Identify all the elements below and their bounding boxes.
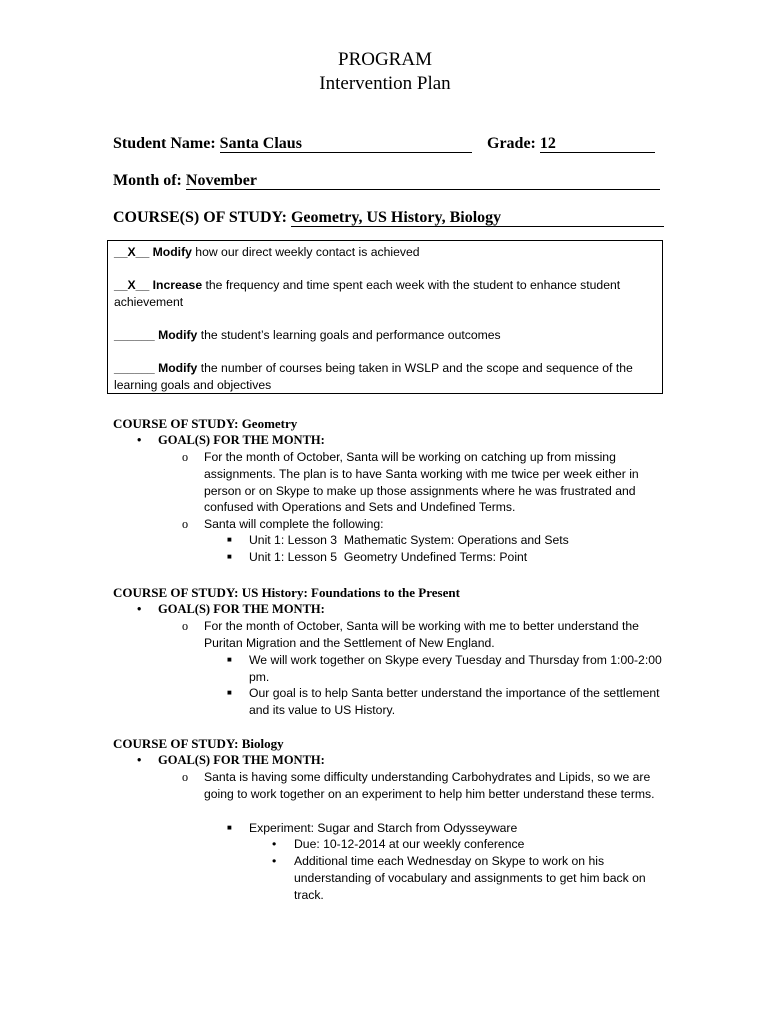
modification-item (114, 327, 654, 344)
bullet-icon: • (272, 837, 277, 851)
modification-item (114, 360, 654, 394)
modification-keyword: Modify (152, 245, 192, 259)
circle-bullet-icon: o (182, 770, 189, 784)
month-label: Month of: (113, 172, 182, 189)
circle-bullet-icon: o (182, 450, 189, 464)
list-subitem-text: Unit 1: Lesson 5 Geometry Undefined Terms: Point (249, 550, 528, 564)
modification-text: how our direct weekly contact is achieved (195, 245, 420, 259)
month-value: November (186, 173, 660, 190)
modification-mark: __X__ (114, 245, 150, 259)
circle-bullet-icon: o (182, 517, 189, 531)
modification-item (114, 277, 654, 311)
grade-value: 12 (540, 136, 655, 153)
goal-heading (137, 432, 325, 449)
goal-label: GOAL(S) FOR THE MONTH: (158, 602, 325, 616)
list-item-text: For the month of October, Santa will be working on catching up from missing assignments. The plan is to have Santa working with me twice per week either in person or on Skype to make up those assignments where he was frustrated and confused with Operations and Sets and Undefined Terms. (204, 450, 639, 515)
goal-label: GOAL(S) FOR THE MONTH: (158, 433, 325, 447)
goal-heading (137, 601, 325, 618)
section-heading: COURSE OF STUDY: Biology (113, 736, 284, 751)
list-subitem-text: We will work together on Skype every Tuesday and Thursday from 1:00-2:00 pm. (249, 653, 662, 684)
modifications-box (107, 240, 663, 394)
bullet-icon: • (137, 602, 142, 616)
square-bullet-icon: ■ (227, 823, 232, 832)
list-subitem-text: Our goal is to help Santa better understand the importance of the settlement and its value to US History. (249, 686, 660, 717)
grade-row (487, 134, 655, 154)
modification-mark: __X__ (114, 278, 150, 292)
goal-heading (137, 752, 325, 769)
modification-text: the student’s learning goals and performance outcomes (200, 328, 501, 342)
modification-item (114, 244, 654, 261)
goal-label: GOAL(S) FOR THE MONTH: (158, 753, 325, 767)
section-heading: COURSE OF STUDY: Geometry (113, 416, 298, 431)
modification-mark: ______ (114, 361, 155, 375)
square-bullet-icon: ■ (227, 535, 232, 544)
square-bullet-icon: ■ (227, 655, 232, 664)
grade-label: Grade: (487, 135, 536, 152)
list-item-text: For the month of October, Santa will be working with me to better understand the Puritan Migration and the Settlement of New England. (204, 619, 639, 650)
square-bullet-icon: ■ (227, 688, 232, 697)
student-name-label: Student Name: (113, 135, 216, 152)
list-subitem-text: Unit 1: Lesson 3 Mathematic System: Operations and Sets (249, 533, 569, 547)
list-item-text: Santa will complete the following: (204, 517, 384, 531)
courses-label: COURSE(S) OF STUDY: (113, 209, 287, 226)
modification-text: the frequency and time spent each week with the student to enhance student achievement (114, 278, 621, 309)
student-name-value: Santa Claus (220, 136, 472, 153)
modification-keyword: Increase (152, 278, 203, 292)
month-row (113, 171, 660, 191)
modification-mark: ______ (114, 328, 155, 342)
courses-value: Geometry, US History, Biology (291, 210, 664, 227)
square-bullet-icon: ■ (227, 552, 232, 561)
modification-keyword: Modify (158, 328, 198, 342)
modification-text: the number of courses being taken in WSLP and the scope and sequence of the learning goals and objectives (114, 361, 633, 392)
bullet-icon: • (137, 753, 142, 767)
list-subsubitem-text: Additional time each Wednesday on Skype to work on his understanding of vocabulary and assignments to get him back on track. (294, 854, 646, 902)
list-subitem-text: Experiment: Sugar and Starch from Odysseyware (249, 821, 518, 835)
bullet-icon: • (137, 433, 142, 447)
student-name-row (113, 134, 472, 154)
modification-keyword: Modify (158, 361, 198, 375)
document-title: PROGRAM (338, 49, 432, 70)
circle-bullet-icon: o (182, 619, 189, 633)
list-subsubitem-text: Due: 10-12-2014 at our weekly conference (294, 837, 525, 851)
bullet-icon: • (272, 854, 277, 868)
list-item-text: Santa is having some difficulty understanding Carbohydrates and Lipids, so we are going to work together on an experiment to help him better understand these terms. (204, 770, 655, 801)
courses-row (113, 208, 664, 228)
section-heading: COURSE OF STUDY: US History: Foundations to the Present (113, 585, 460, 600)
document-subtitle: Intervention Plan (319, 73, 451, 94)
